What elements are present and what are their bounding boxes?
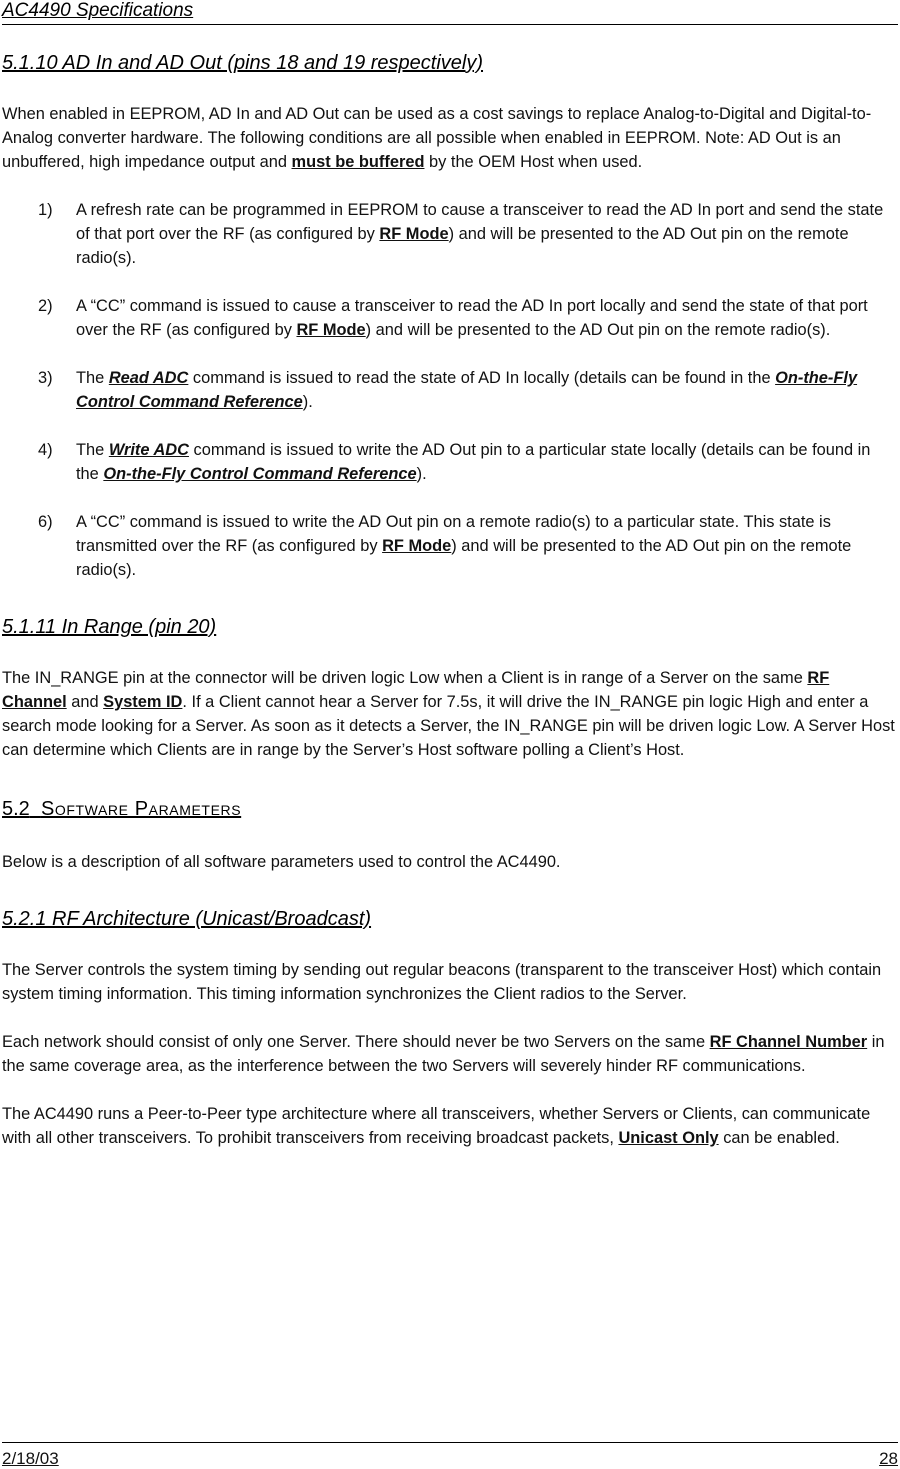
section-5-2-1-para-3 bbox=[2, 1102, 896, 1150]
footer-date: 2/18/03 bbox=[2, 1449, 59, 1468]
list-text: ). bbox=[416, 465, 427, 483]
list-item bbox=[2, 438, 896, 486]
list-text: ) and will be presented to the AD Out pin on the remote radio(s). bbox=[76, 225, 849, 267]
list-text: ) and will be presented to the AD Out pin on the remote radio(s). bbox=[76, 537, 852, 579]
list-text: ). bbox=[302, 393, 313, 411]
list-number: 1) bbox=[38, 201, 53, 219]
section-5-2-para: Below is a description of all software parameters used to control the AC4490. bbox=[2, 853, 561, 871]
ref-rf-channel-number: RF Channel Number bbox=[709, 1033, 868, 1051]
ref-command-reference: On-the-Fly Control Command Reference bbox=[103, 465, 417, 483]
section-5-1-11-para bbox=[2, 666, 896, 762]
list-text: command is issued to write the AD Out pin to a particular state locally (details can be found in the bbox=[76, 441, 871, 483]
page-footer bbox=[2, 1442, 898, 1467]
list-number: 3) bbox=[38, 369, 53, 387]
list-text: ) and will be presented to the AD Out pin on the remote radio(s). bbox=[365, 321, 831, 339]
section-title: Software Parameters bbox=[40, 798, 242, 820]
list-text: command is issued to read the state of AD In locally (details can be found in the bbox=[188, 369, 776, 387]
ref-rf-mode: RF Mode bbox=[296, 321, 366, 339]
para-text: and bbox=[66, 693, 104, 711]
section-5-1-10-heading: 5.1.10 AD In and AD Out (pins 18 and 19 respectively) bbox=[2, 52, 484, 74]
page-content bbox=[2, 52, 896, 1150]
intro-text-end: by the OEM Host when used. bbox=[424, 153, 643, 171]
section-5-2-1-para-1: The Server controls the system timing by sending out regular beacons (transparent to the transceiver Host) which contain system timing information. This timing information synchronizes the Client radios to the Server. bbox=[2, 961, 882, 1003]
list-number: 2) bbox=[38, 297, 53, 315]
ref-write-adc: Write ADC bbox=[108, 441, 189, 459]
page-header bbox=[2, 0, 898, 25]
section-5-1-10-intro bbox=[2, 102, 896, 174]
section-5-2-1-heading: 5.2.1 RF Architecture (Unicast/Broadcast) bbox=[2, 908, 372, 930]
list-item bbox=[2, 294, 896, 342]
ad-conditions-list bbox=[2, 198, 896, 582]
ref-unicast-only: Unicast Only bbox=[618, 1129, 719, 1147]
section-5-1-11-heading: 5.1.11 In Range (pin 20) bbox=[2, 616, 217, 638]
para-text: The AC4490 runs a Peer-to-Peer type architecture where all transceivers, whether Servers or Clients, can communicate with all other transceivers. To prohibit transceivers from receiving broadcast packets, bbox=[2, 1105, 871, 1147]
list-text: A “CC” command is issued to write the AD Out pin on a remote radio(s) to a particular state. This state is transmitted over the RF (as configured by bbox=[76, 513, 831, 555]
para-text: can be enabled. bbox=[718, 1129, 840, 1147]
intro-text: When enabled in EEPROM, AD In and AD Out can be used as a cost savings to replace Analog-to-Digital and Digital-to-Analog converter hardware. The following conditions are all possible when enabled in EEPROM. Note: AD Out is an unbuffered, high impedance output and bbox=[2, 105, 872, 171]
para-text: . If a Client cannot hear a Server for 7.5s, it will drive the IN_RANGE pin logic High and enter a search mode looking for a Server. As soon as it detects a Server, the IN_RANGE pin will be driven logic Low. A Server Host can determine which Clients are in range by the Server’s Host software polling a Client’s Host. bbox=[2, 693, 895, 759]
section-5-2-1-para-2 bbox=[2, 1030, 896, 1078]
page-number: 28 bbox=[879, 1449, 898, 1468]
header-title: AC4490 Specifications bbox=[2, 0, 194, 21]
emphasis-must-be-buffered: must be buffered bbox=[291, 153, 425, 171]
ref-rf-mode: RF Mode bbox=[379, 225, 449, 243]
para-text: Each network should consist of only one Server. There should never be two Servers on the same bbox=[2, 1033, 710, 1051]
ref-rf-mode: RF Mode bbox=[382, 537, 452, 555]
section-number: 5.2 bbox=[2, 798, 30, 820]
list-text: A refresh rate can be programmed in EEPROM to cause a transceiver to read the AD In port and send the state of that port over the RF (as configured by bbox=[76, 201, 884, 243]
list-number: 4) bbox=[38, 441, 53, 459]
list-number: 6) bbox=[38, 513, 53, 531]
list-item bbox=[2, 198, 896, 270]
list-item bbox=[2, 510, 896, 582]
list-text: The bbox=[76, 441, 109, 459]
list-text: The bbox=[76, 369, 109, 387]
list-text: A “CC” command is issued to cause a transceiver to read the AD In port locally and send the state of that port over the RF (as configured by bbox=[76, 297, 868, 339]
ref-read-adc: Read ADC bbox=[108, 369, 189, 387]
ref-rf-channel: RF Channel bbox=[2, 669, 830, 711]
section-5-2-heading bbox=[2, 798, 896, 826]
list-item bbox=[2, 366, 896, 414]
para-text: in the same coverage area, as the interference between the two Servers will severely hinder RF communications. bbox=[2, 1033, 885, 1075]
para-text: The IN_RANGE pin at the connector will be driven logic Low when a Client is in range of a Server on the same bbox=[2, 669, 808, 687]
ref-command-reference: On-the-Fly Control Command Reference bbox=[76, 369, 858, 411]
ref-system-id: System ID bbox=[103, 693, 183, 711]
